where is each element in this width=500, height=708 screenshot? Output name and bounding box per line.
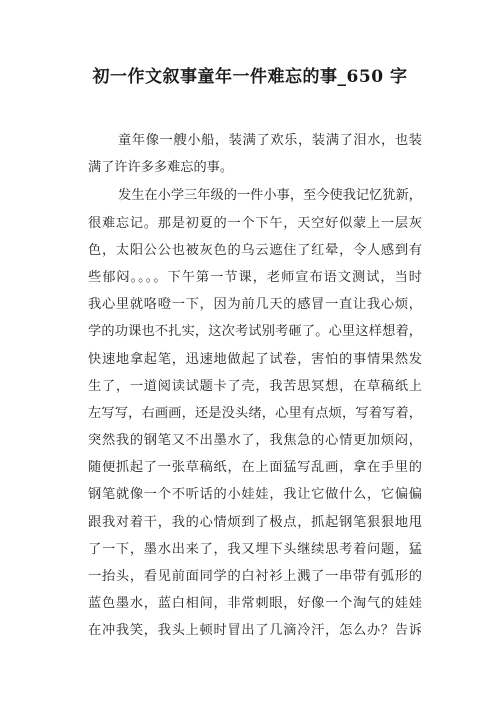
text-line: 跟我对着干，我的心情烦到了极点，抓起钢笔狠狠地甩 [88,514,422,530]
text-line: 一抬头，看见前面同学的白衬衫上溅了一串带有弧形的 [88,569,422,584]
text-line: 在冲我笑，我头上顿时冒出了几滴冷汗，怎么办？告诉 [88,623,422,639]
text-line: 生了，一道阅读试题卡了壳，我苦思冥想，在草稿纸上 [88,378,422,394]
text-line: 蓝色墨水，蓝白相间，非常刺眼，好像一个淘气的娃娃 [88,596,422,612]
paragraph-2 [88,182,422,644]
text-line: 我心里就咯噔一下，因为前几天的感冒一直让我心烦， [88,297,422,313]
text-line: 随便抓起了一张草稿纸，在上面猛写乱画，拿在手里的 [88,460,422,476]
paragraph-1 [88,127,422,181]
text-line: 学的功课也不扎实，这次考试别考砸了。心里这样想着， [88,324,422,340]
text-line: 左写写，右画画，还是没头绪，心里有点烦，写着写着， [88,405,422,421]
document-title: 初一作文叙事童年一件难忘的事_650 字 [92,67,408,87]
text-line: 突然我的钢笔又不出墨水了，我焦急的心情更加烦闷， [88,433,422,449]
document-body [88,127,422,645]
text-line: 很难忘记。那是初夏的一个下午，天空好似蒙上一层灰 [88,215,422,231]
text-line: 钢笔就像一个不听话的小娃娃，我让它做什么，它偏偏 [88,487,422,503]
text-line: 了一下，墨水出来了，我又埋下头继续思考着问题，猛 [88,541,422,557]
text-line: 童年像一艘小船，装满了欢乐，装满了泪水，也装 [118,133,422,148]
text-line: 些郁闷。。。。下午第一节课，老师宣布语文测试，当时 [88,269,422,285]
text-line: 色，太阳公公也被灰色的乌云遮住了红晕，令人感到有 [88,242,422,258]
text-line: 快速地拿起笔，迅速地做起了试卷，害怕的事情果然发 [88,351,422,367]
text-line: 发生在小学三年级的一件小事，至今使我记忆犹新， [118,188,422,204]
text-line: 满了许许多多难忘的事。 [88,160,234,176]
